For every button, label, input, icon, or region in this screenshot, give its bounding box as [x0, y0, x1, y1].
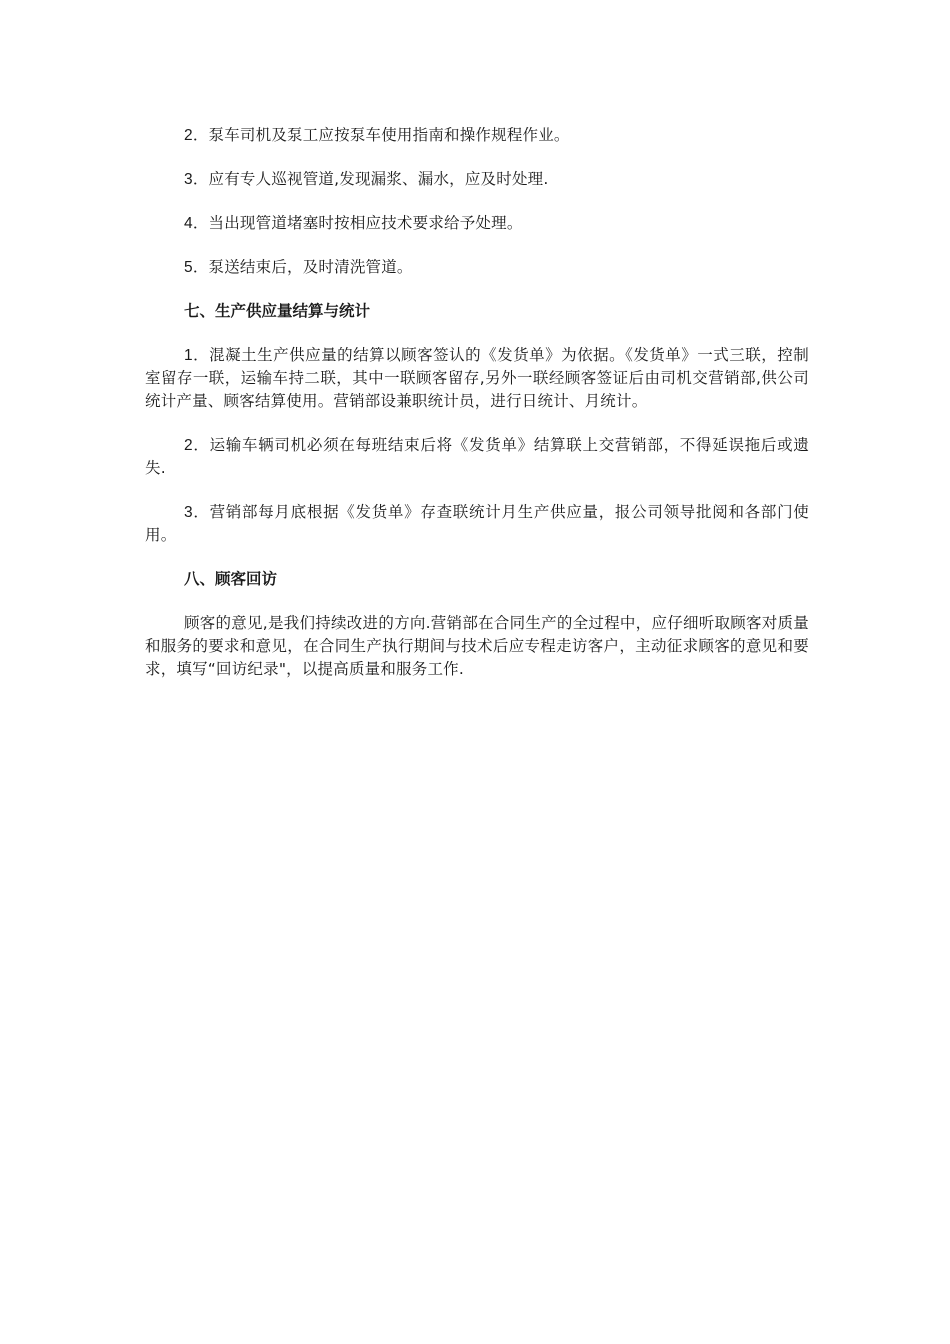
document-page: [145, 124, 809, 681]
item-text: 应有专人巡视管道,发现漏浆、漏水，应及时处理.: [208, 170, 549, 188]
item-number: 3．: [184, 171, 209, 188]
pump-item-2: [145, 124, 809, 147]
item-text: 运输车辆司机必须在每班结束后将《发货单》结算联上交营销部，不得延误拖后或遗失.: [145, 436, 809, 477]
section-7-item-2: [145, 434, 809, 480]
item-number: 1．: [184, 347, 210, 364]
item-text: 当出现管道堵塞时按相应技术要求给予处理。: [208, 214, 523, 232]
pump-item-5: [145, 256, 809, 279]
item-number: 2．: [184, 437, 210, 454]
item-number: 3．: [184, 504, 210, 521]
section-7-item-1: [145, 344, 809, 413]
section-7-heading: 七、生产供应量结算与统计: [184, 302, 371, 320]
section-7-item-3: [145, 501, 809, 547]
pump-item-3: [145, 168, 809, 191]
item-text: 泵送结束后，及时清洗管道。: [208, 258, 413, 276]
section-8-heading: 八、顾客回访: [184, 570, 278, 588]
item-number: 5．: [184, 259, 209, 276]
item-number: 4．: [184, 215, 209, 232]
item-text: 泵车司机及泵工应按泵车使用指南和操作规程作业。: [208, 126, 570, 144]
item-text: 混凝土生产供应量的结算以顾客签认的《发货单》为依据。《发货单》一式三联，控制室留存一联，运输车持二联，其中一联顾客留存,另外一联经顾客签证后由司机交营销部,供公司统计产量、顾客结算使用。营销部设兼职统计员，进行日统计、月统计。: [145, 346, 809, 410]
item-text: 营销部每月底根据《发货单》存查联统计月生产供应量，报公司领导批阅和各部门使用。: [145, 503, 809, 544]
section-8-paragraph: 顾客的意见,是我们持续改进的方向.营销部在合同生产的全过程中，应仔细听取顾客对质量和服务的要求和意见，在合同生产执行期间与技术后应专程走访客户，主动征求顾客的意见和要求，填写“回访纪录"，以提高质量和服务工作.: [145, 614, 809, 678]
pump-item-4: [145, 212, 809, 235]
item-number: 2．: [184, 127, 209, 144]
